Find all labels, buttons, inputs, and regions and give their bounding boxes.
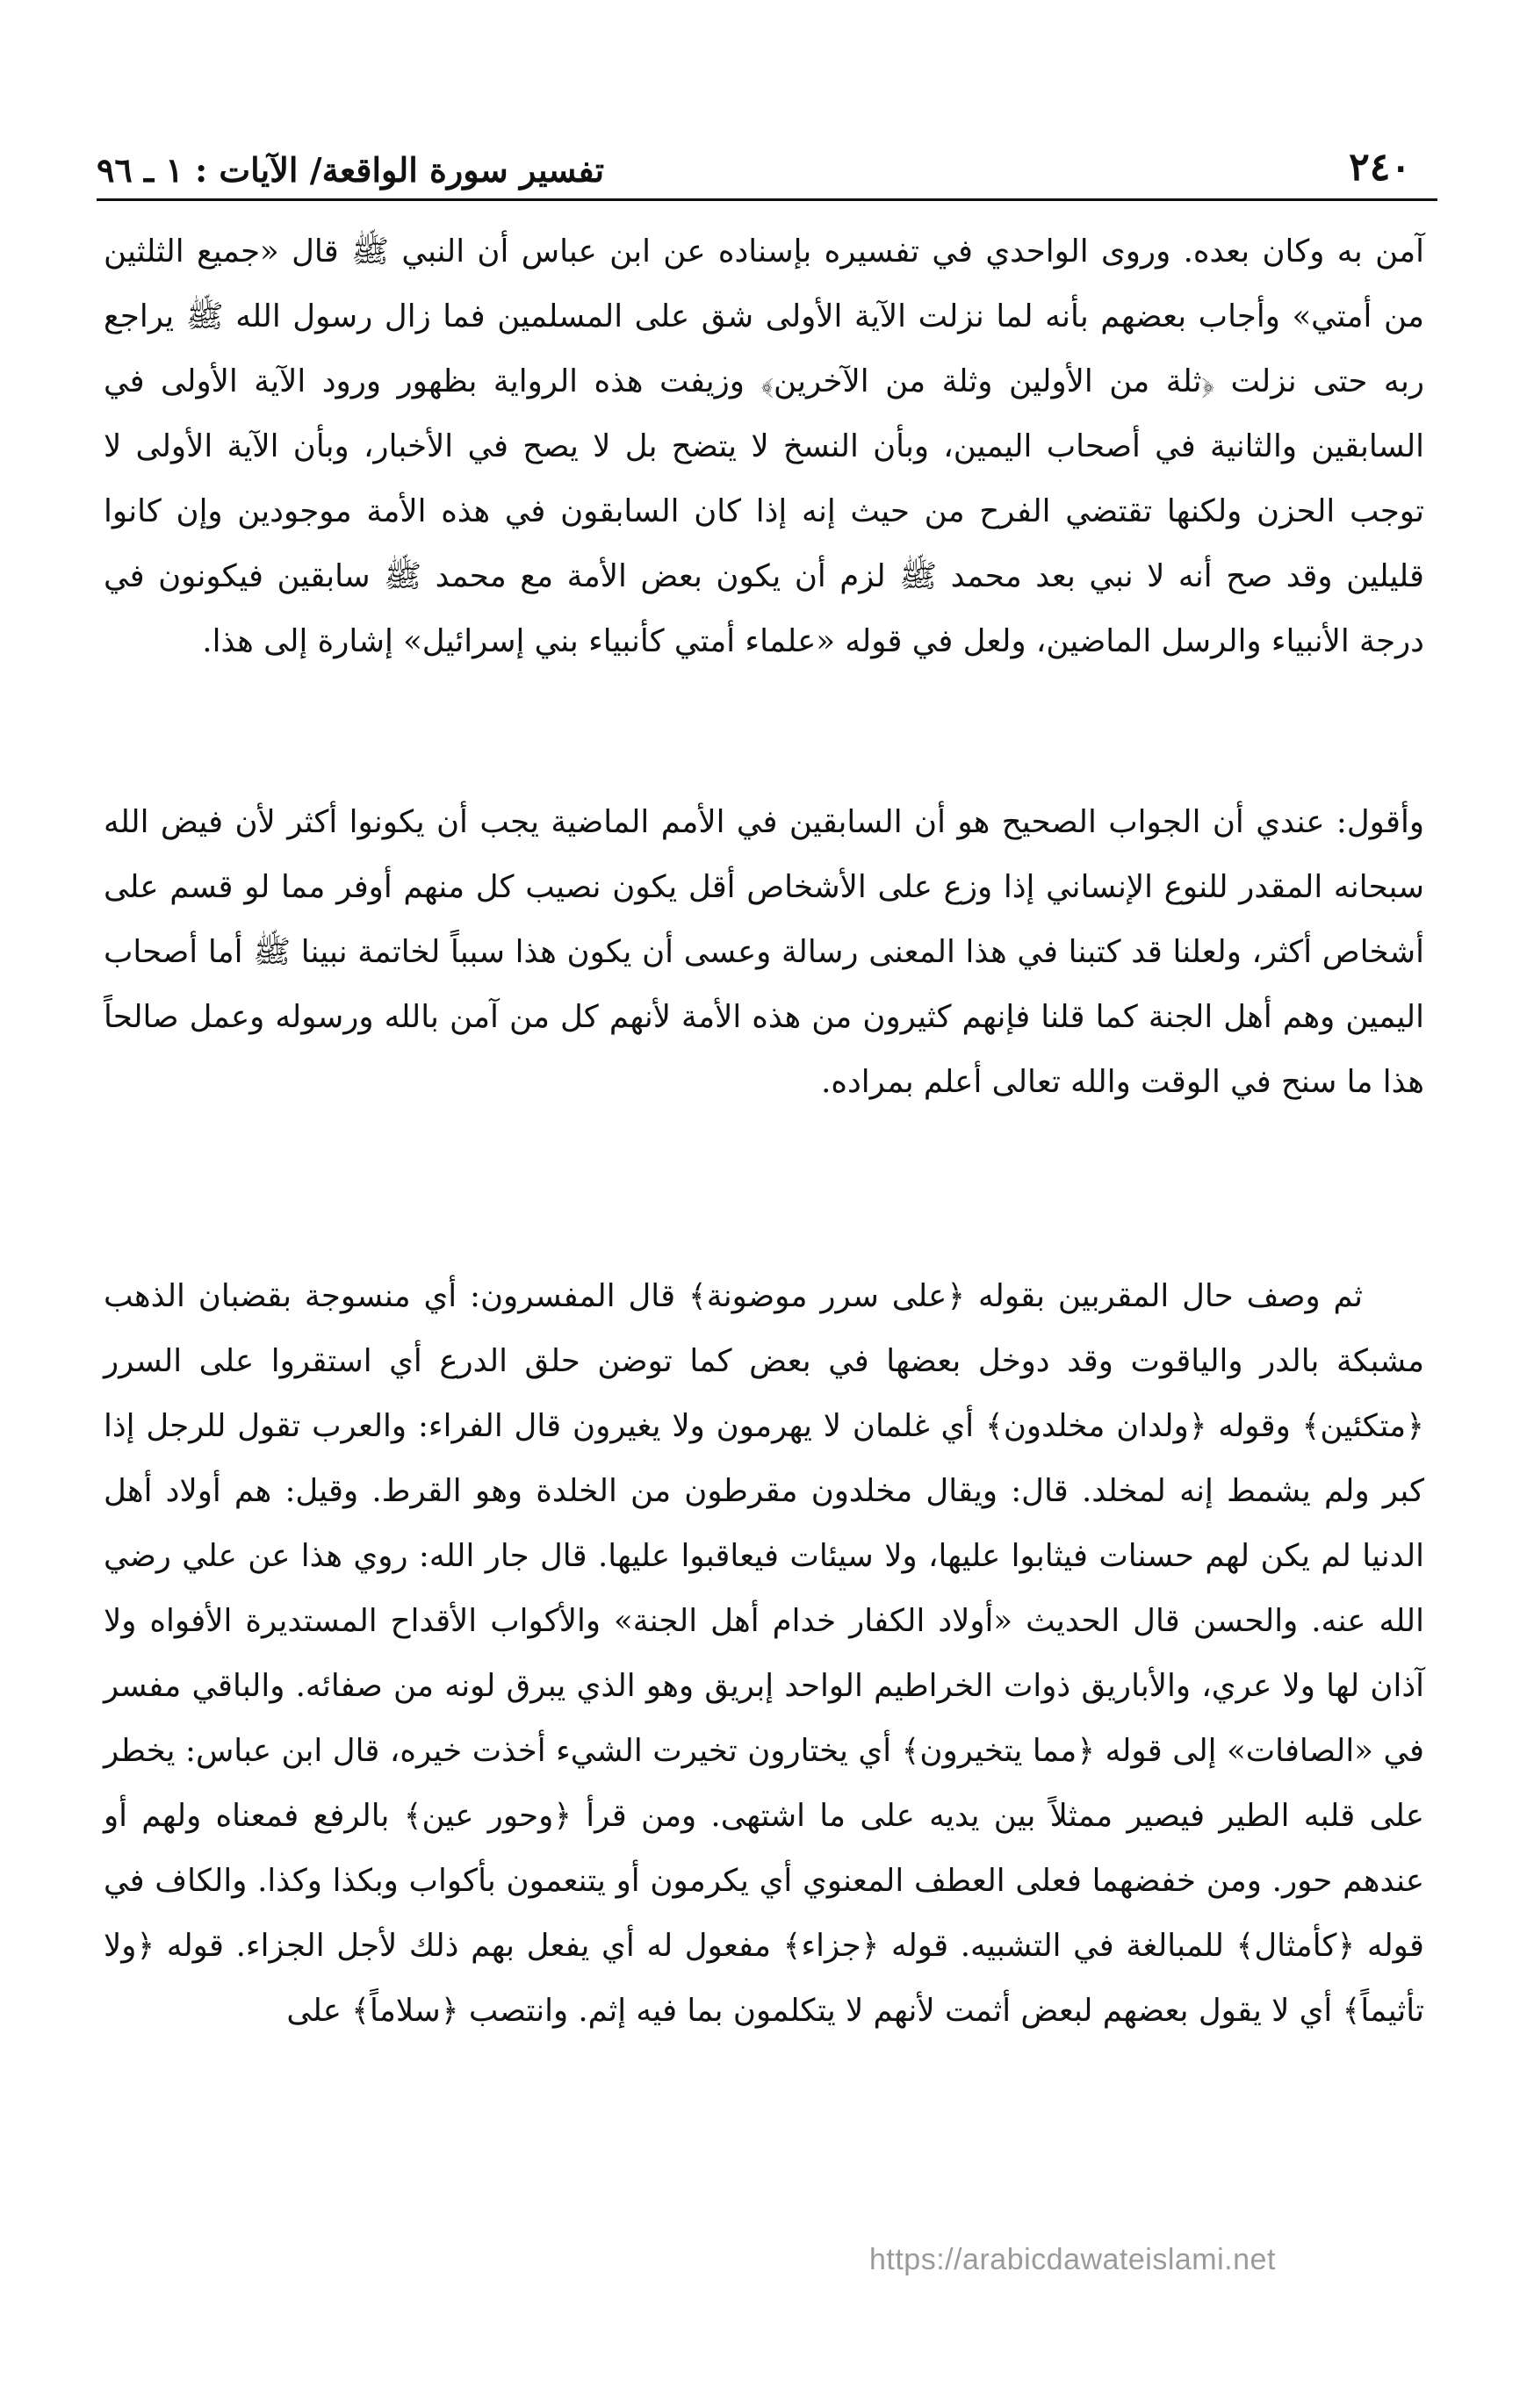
paragraph-2 xyxy=(104,790,1424,1115)
source-watermark: https://arabicdawateislami.net xyxy=(869,2243,1276,2276)
paragraph-text: وأقول: عندي أن الجواب الصحيح هو أن السابقين في الأمم الماضية يجب أن يكونوا أكثر لأن فيض الله سبحانه المقدر للنوع الإنساني إذا وزع على الأشخاص أقل يكون نصيب كل منهم أوفر مما لو قسم على أشخاص أكثر، ولعلنا قد كتبنا في هذا المعنى رسالة وعسى أن يكون هذا سبباً لخاتمة نبينا ﷺ أما أصحاب اليمين وهم أهل الجنة كما قلنا فإنهم كثيرون من هذه الأمة لأنهم كل من آمن بالله ورسوله وعمل صالحاً هذا ما سنح في الوقت والله تعالى أعلم بمراده. xyxy=(104,804,1424,1100)
running-title: تفسير سورة الواقعة/ الآيات : ١ ـ ٩٦ xyxy=(97,150,605,190)
paragraph-text: ثم وصف حال المقربين بقوله ﴿على سرر موضونة﴾ قال المفسرون: أي منسوجة بقضبان الذهب مشبكة بالدر والياقوت وقد دوخل بعضها في بعض كما توضن حلق الدرع أي استقروا على السرر ﴿متكئين﴾ وقوله ﴿ولدان مخلدون﴾ أي غلمان لا يهرمون ولا يغيرون قال الفراء: والعرب تقول للرجل إذا كبر ولم يشمط إنه لمخلد. قال: ويقال مخلدون مقرطون من الخلدة وهو القرط. وقيل: هم أولاد أهل الدنيا لم يكن لهم حسنات فيثابوا عليها، ولا سيئات فيعاقبوا عليها. قال جار الله: روي هذا عن علي رضي الله عنه. والحسن قال الحديث «أولاد الكفار خدام أهل الجنة» والأكواب الأقداح المستديرة الأفواه ولا آذان لها ولا عري، والأباريق ذوات الخراطيم الواحد إبريق وهو الذي يبرق لونه من صفائه. والباقي مفسر في «الصافات» إلى قوله ﴿مما يتخيرون﴾ أي يختارون تخيرت الشيء أخذت خيره، قال ابن عباس: يخطر على قلبه الطير فيصير ممثلاً بين يديه على ما اشتهى. ومن قرأ ﴿وحور عين﴾ بالرفع فمعناه ولهم أو عندهم حور. ومن خفضهما فعلى العطف المعنوي أي يكرمون أو يتنعمون بأكواب وبكذا وكذا. والكاف في قوله ﴿كأمثال﴾ للمبالغة في التشبيه. قوله ﴿جزاء﴾ مفعول له أي يفعل بهم ذلك لأجل الجزاء. قوله ﴿ولا تأثيماً﴾ أي لا يقول بعضهم لبعض أثمت لأنهم لا يتكلمون بما فيه إثم. وانتصب ﴿سلاماً﴾ على xyxy=(104,1278,1424,2029)
page-number: ٢٤٠ xyxy=(1349,145,1411,190)
paragraph-text: آمن به وكان بعده. وروى الواحدي في تفسيره بإسناده عن ابن عباس أن النبي ﷺ قال «جميع الثلثين من أمتي» وأجاب بعضهم بأنه لما نزلت الآية الأولى شق على المسلمين فما زال رسول الله ﷺ يراجع ربه حتى نزلت ﴿ثلة من الأولين وثلة من الآخرين﴾ وزيفت هذه الرواية بظهور ورود الآية الأولى في السابقين والثانية في أصحاب اليمين، وبأن النسخ لا يتضح بل لا يصح في الأخبار، وبأن الآية الأولى لا توجب الحزن ولكنها تقتضي الفرح من حيث إنه إذا كان السابقون في هذه الأمة موجودين وإن كانوا قليلين وقد صح أنه لا نبي بعد محمد ﷺ لزم أن يكون بعض الأمة مع محمد ﷺ سابقين فيكونون في درجة الأنبياء والرسل الماضين، ولعل في قوله «علماء أمتي كأنبياء بني إسرائيل» إشارة إلى هذا. xyxy=(104,234,1424,659)
header-rule xyxy=(97,198,1437,201)
paragraph-3 xyxy=(104,1264,1424,2044)
page-header xyxy=(97,132,1411,190)
paragraph-1 xyxy=(104,219,1424,674)
